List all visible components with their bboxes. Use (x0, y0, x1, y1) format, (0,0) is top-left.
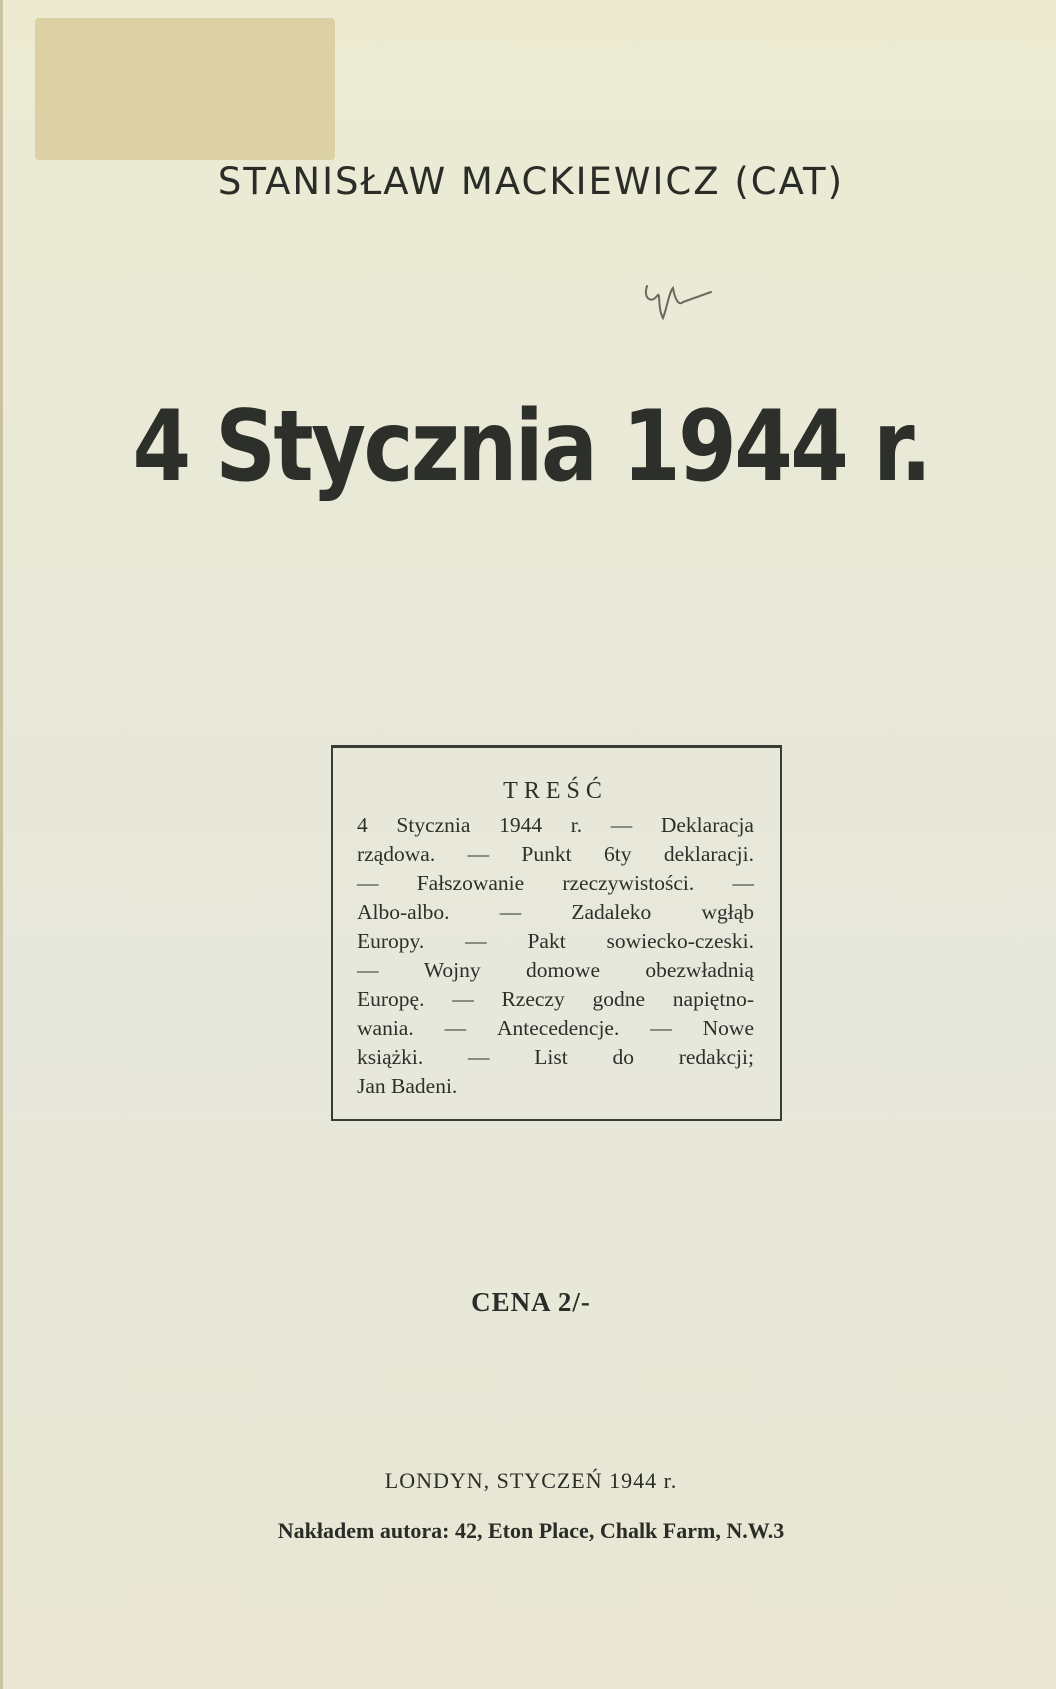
paper-stain (35, 18, 335, 160)
contents-heading: TREŚĆ (503, 778, 608, 804)
price: CENA 2/- (471, 1287, 591, 1317)
publisher-line: Nakładem autora: 42, Eton Place, Chalk Farm, N.W.3 (277, 1518, 785, 1543)
handwritten-mark (639, 278, 719, 338)
contents-line: — Wojny domowe obezwładnią (357, 958, 754, 982)
contents-line: wania. — Antecedencje. — Nowe (357, 1016, 754, 1040)
contents-line: rządowa. — Punkt 6ty deklaracji. (357, 842, 754, 866)
contents-line: — Fałszowanie rzeczywistości. — (357, 871, 754, 895)
contents-line: Europę. — Rzeczy godne napiętno- (357, 987, 754, 1011)
contents-line: Jan Badeni. (357, 1074, 458, 1098)
place-date: LONDYN, STYCZEŃ 1944 r. (384, 1468, 678, 1493)
contents-line: Albo-albo. — Zadaleko wgłąb (357, 900, 754, 924)
contents-line: 4 Stycznia 1944 r. — Deklaracja (357, 813, 754, 837)
author-name: STANISŁAW MACKIEWICZ (CAT) (217, 160, 845, 203)
contents-box (331, 745, 782, 1121)
contents-line: książki. — List do redakcji; (357, 1045, 754, 1069)
page-title: 4 Stycznia 1944 r. (132, 390, 930, 504)
contents-line: Europy. — Pakt sowiecko-czeski. (357, 929, 754, 953)
